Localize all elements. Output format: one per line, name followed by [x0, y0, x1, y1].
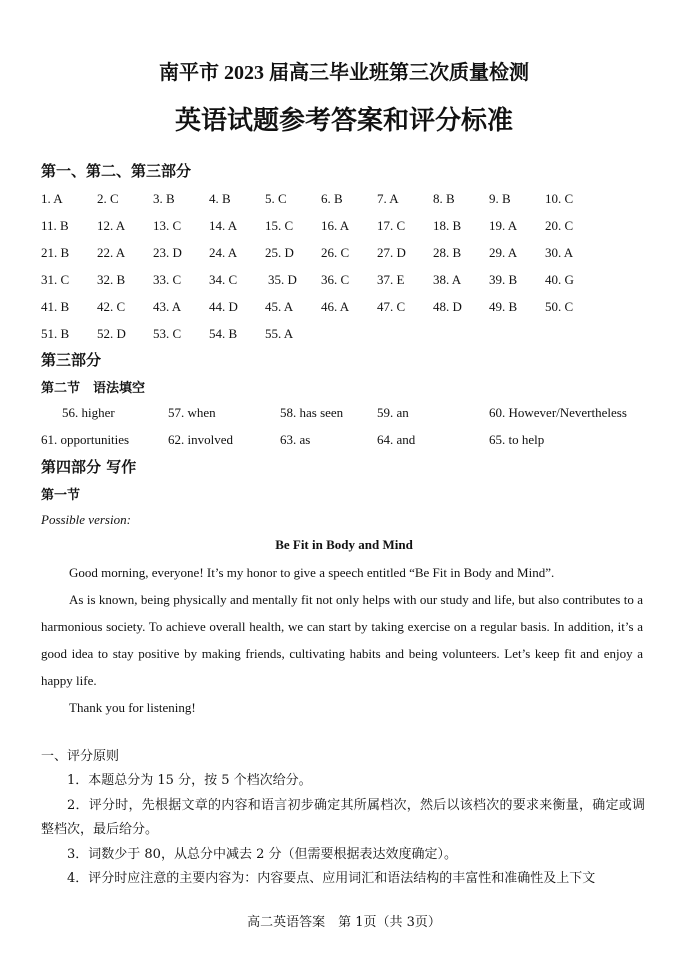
- mc-answer: 3. B: [153, 191, 175, 206]
- mc-answer: 34. C: [209, 272, 238, 287]
- mc-answer: 14. A: [209, 218, 238, 233]
- scoring-heading: 一、评分原则: [41, 749, 120, 764]
- mc-answer: 53. C: [153, 326, 182, 341]
- mc-answer: 13. C: [153, 218, 182, 233]
- essay-paragraph: As is known, being physically and mentally fit not only helps with our study and life, but also contributes to a harmonious society. To achieve overall health, we can start by taking exercise on a regular basis. In addition, it’s a good idea to stay positive by making friends, cultivating habits and being volunteers. Let’s keep fit and enjoy a happy life.: [41, 592, 643, 688]
- mc-answer: 26. C: [321, 245, 350, 260]
- grammar-answer: 61. opportunities: [41, 432, 130, 447]
- section-heading-grammar-fill: 第二节 语法填空: [41, 381, 146, 396]
- mc-answer: 50. C: [545, 299, 574, 314]
- essay-paragraph: Good morning, everyone! It’s my honor to give a speech entitled “Be Fit in Body and Mind”.: [69, 565, 555, 580]
- grammar-answer: 58. has seen: [280, 405, 344, 420]
- scoring-item: 1．本题总分为 15 分，按 5 个档次给分。: [67, 773, 312, 788]
- mc-answer: 2. C: [97, 191, 119, 206]
- possible-version-label: Possible version:: [41, 512, 131, 527]
- mc-answer: 40. G: [545, 272, 574, 287]
- mc-answer: 51. B: [41, 326, 70, 341]
- mc-answer: 6. B: [321, 191, 343, 206]
- mc-answer: 37. E: [377, 272, 405, 287]
- mc-answer: 42. C: [97, 299, 126, 314]
- essay-paragraph: Thank you for listening!: [69, 700, 196, 715]
- mc-answer: 24. A: [209, 245, 238, 260]
- section-heading-part-3: 第三部分: [41, 351, 102, 369]
- mc-answer: 4. B: [209, 191, 231, 206]
- mc-answer: 19. A: [489, 218, 518, 233]
- scoring-item: 2．评分时，先根据文章的内容和语言初步确定其所属档次，然后以该档次的要求来衡量，确定或调整档次，最后给分。: [41, 798, 645, 837]
- mc-answer: 16. A: [321, 218, 350, 233]
- mc-answer: 30. A: [545, 245, 574, 260]
- section-heading-parts-1-3: 第一、第二、第三部分: [41, 162, 192, 180]
- mc-answer: 18. B: [433, 218, 462, 233]
- grammar-answer: 64. and: [377, 432, 416, 447]
- grammar-answer: 56. higher: [62, 405, 115, 420]
- mc-answer: 43. A: [153, 299, 182, 314]
- mc-answer: 49. B: [489, 299, 518, 314]
- mc-answer: 10. C: [545, 191, 574, 206]
- mc-answer: 15. C: [265, 218, 294, 233]
- mc-answer: 55. A: [265, 326, 294, 341]
- mc-answer: 7. A: [377, 191, 399, 206]
- mc-answer: 17. C: [377, 218, 406, 233]
- scoring-item: 4．评分时应注意的主要内容为：内容要点、应用词汇和语法结构的丰富性和准确性及上下文: [67, 871, 596, 886]
- mc-answer: 20. C: [545, 218, 574, 233]
- grammar-answer: 65. to help: [489, 432, 545, 447]
- mc-answer: 36. C: [321, 272, 350, 287]
- mc-answer: 29. A: [489, 245, 518, 260]
- mc-answer: 25. D: [265, 245, 294, 260]
- mc-answer: 47. C: [377, 299, 406, 314]
- mc-answer: 22. A: [97, 245, 126, 260]
- mc-answer: 12. A: [97, 218, 126, 233]
- grammar-answer: 63. as: [280, 432, 311, 447]
- section-heading-part-4: 第四部分 写作: [41, 458, 137, 476]
- mc-answer: 39. B: [489, 272, 518, 287]
- mc-answer: 31. C: [41, 272, 70, 287]
- grammar-answer: 59. an: [377, 405, 409, 420]
- mc-answer: 44. D: [209, 299, 238, 314]
- essay-title: Be Fit in Body and Mind: [275, 537, 413, 552]
- mc-answer: 23. D: [153, 245, 182, 260]
- mc-answer: 33. C: [153, 272, 182, 287]
- mc-answer: 35. D: [268, 272, 297, 287]
- mc-answer: 27. D: [377, 245, 406, 260]
- scoring-item: 3．词数少于 80，从总分中减去 2 分（但需要根据表达效度确定）。: [67, 847, 457, 862]
- mc-answer: 21. B: [41, 245, 70, 260]
- mc-answer: 54. B: [209, 326, 238, 341]
- grammar-answer: 62. involved: [168, 432, 233, 447]
- mc-answer: 28. B: [433, 245, 462, 260]
- mc-answer: 52. D: [97, 326, 126, 341]
- mc-answer: 45. A: [265, 299, 294, 314]
- mc-answer: 46. A: [321, 299, 350, 314]
- mc-answer: 48. D: [433, 299, 462, 314]
- answer-key-title: 英语试题参考答案和评分标准: [174, 106, 513, 135]
- page-footer: 高二英语答案 第 1页（共 3页）: [247, 915, 441, 930]
- mc-answer: 5. C: [265, 191, 287, 206]
- mc-answer: 8. B: [433, 191, 455, 206]
- mc-answer: 32. B: [97, 272, 126, 287]
- grammar-answer: 60. However/Nevertheless: [489, 405, 627, 420]
- mc-answer: 1. A: [41, 191, 63, 206]
- mc-answer: 11. B: [41, 218, 69, 233]
- grammar-answer: 57. when: [168, 405, 216, 420]
- section-heading-part-4-sec-1: 第一节: [41, 488, 81, 503]
- mc-answer: 41. B: [41, 299, 70, 314]
- mc-answer: 38. A: [433, 272, 462, 287]
- mc-answer: 9. B: [489, 191, 511, 206]
- exam-title: 南平市 2023 届高三毕业班第三次质量检测: [159, 62, 529, 84]
